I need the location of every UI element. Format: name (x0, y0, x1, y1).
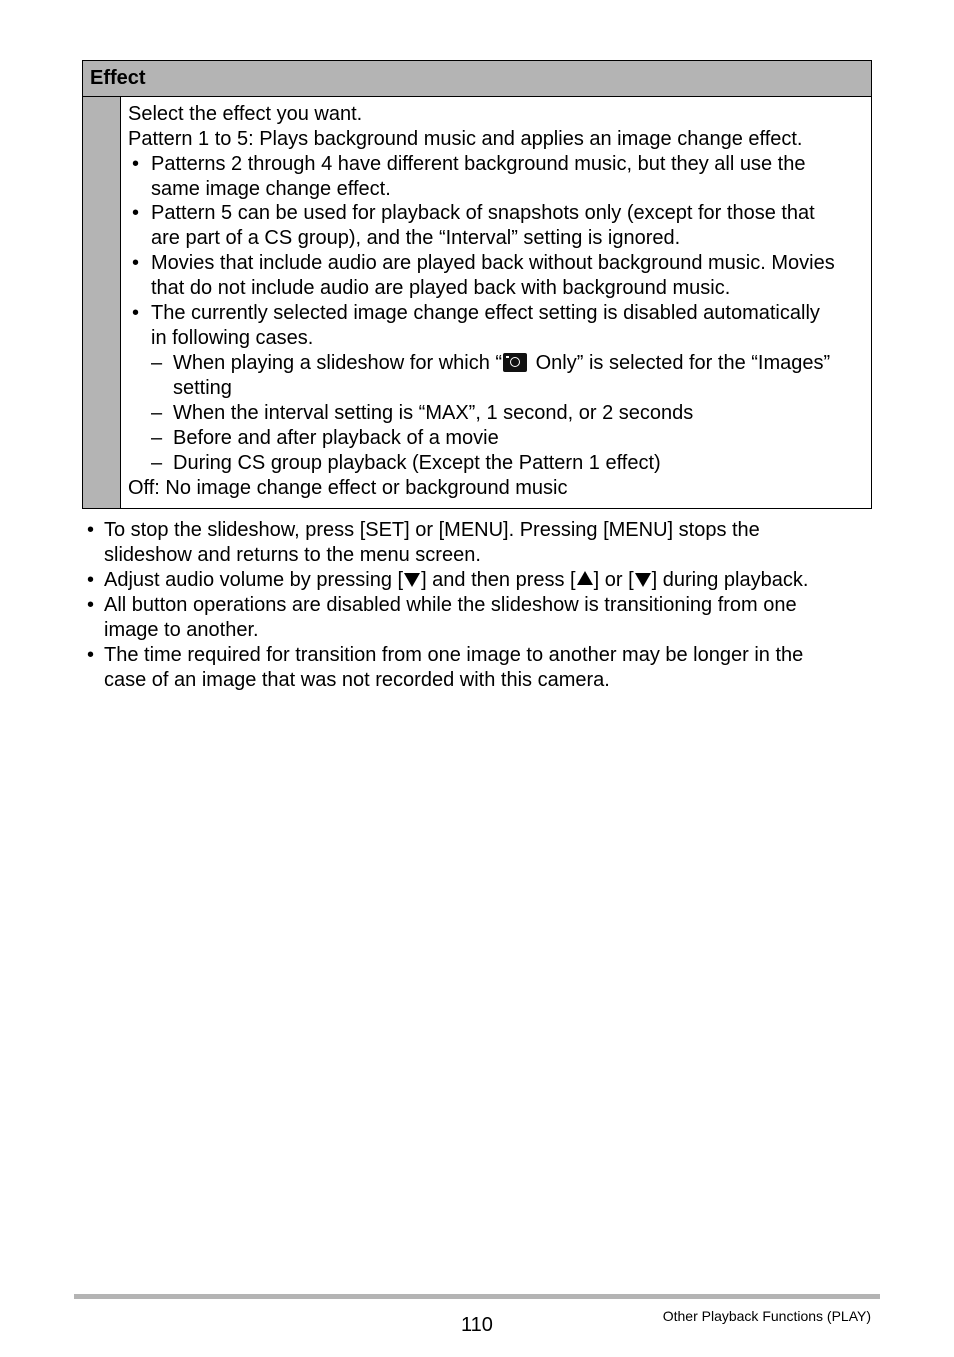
note-text: Adjust audio volume by pressing [ (104, 569, 404, 591)
bullet-text: are part of a CS group), and the “Interval” setting is ignored. (151, 227, 681, 249)
bullet-marker: • (132, 153, 140, 175)
bullet-text: that do not include audio are played back with background music. (151, 277, 731, 299)
effect-description (120, 97, 871, 508)
bullet-text: same image change effect. (151, 178, 391, 200)
off-description: Off: No image change effect or background music (128, 477, 568, 499)
note-transition-time: The time required for transition from one image to another may be longer in the (104, 644, 804, 666)
sub-item-text: When the interval setting is “MAX”, 1 second, or 2 seconds (173, 402, 694, 424)
note-buttons-disabled-cont: image to another. (104, 619, 259, 641)
bullet-text: Patterns 2 through 4 have different background music, but they all use the (151, 153, 806, 175)
bullet-marker: • (132, 202, 140, 224)
dash-marker: – (151, 427, 163, 449)
sub-item-text: When playing a slideshow for which “ (173, 352, 503, 374)
dash-marker: – (151, 352, 163, 374)
bullet-marker: • (87, 569, 95, 591)
note-text: ] and then press [ (421, 569, 576, 591)
bullet-text: Movies that include audio are played back without background music. Movies (151, 252, 835, 274)
note-text: ] or [ (593, 569, 634, 591)
section-title: Other Playback Functions (PLAY) (662, 1308, 871, 1324)
triangle-down-icon (404, 573, 420, 587)
sub-item-slideshow-images (173, 351, 830, 376)
note-buttons-disabled: All button operations are disabled while the slideshow is transitioning from one (104, 594, 797, 616)
page-number: 110 (461, 1314, 493, 1336)
effect-intro: Select the effect you want. (128, 103, 363, 125)
sub-item-text: Only” is selected for the “Images” (530, 352, 831, 374)
bullet-marker: • (87, 644, 95, 666)
footer-divider (74, 1294, 880, 1299)
bullet-text: The currently selected image change effect setting is disabled automatically (151, 302, 820, 324)
effect-table (82, 60, 872, 509)
pattern-description: Pattern 1 to 5: Plays background music and applies an image change effect. (128, 128, 803, 150)
triangle-up-icon (577, 571, 593, 585)
note-stop-slideshow: To stop the slideshow, press [SET] or [MENU]. Pressing [MENU] stops the (104, 519, 760, 541)
bullet-text: Pattern 5 can be used for playback of snapshots only (except for those that (151, 202, 815, 224)
note-stop-slideshow-cont: slideshow and returns to the menu screen. (104, 544, 481, 566)
sub-item-text: setting (173, 377, 232, 399)
bullet-marker: • (87, 519, 95, 541)
bullet-text: in following cases. (151, 327, 314, 349)
sub-item-text: During CS group playback (Except the Pattern 1 effect) (173, 452, 661, 474)
bullet-marker: • (87, 594, 95, 616)
dash-marker: – (151, 452, 163, 474)
sub-item-text: Before and after playback of a movie (173, 427, 499, 449)
dash-marker: – (151, 402, 163, 424)
bullet-marker: • (132, 252, 140, 274)
bullet-marker: • (132, 302, 140, 324)
note-transition-time-cont: case of an image that was not recorded with this camera. (104, 669, 610, 691)
camera-snapshot-icon (503, 353, 527, 372)
note-text: ] during playback. (651, 569, 809, 591)
triangle-down-icon (635, 573, 651, 587)
effect-title: Effect (90, 67, 146, 89)
note-audio-volume (104, 568, 808, 593)
effect-table-header (83, 61, 871, 97)
